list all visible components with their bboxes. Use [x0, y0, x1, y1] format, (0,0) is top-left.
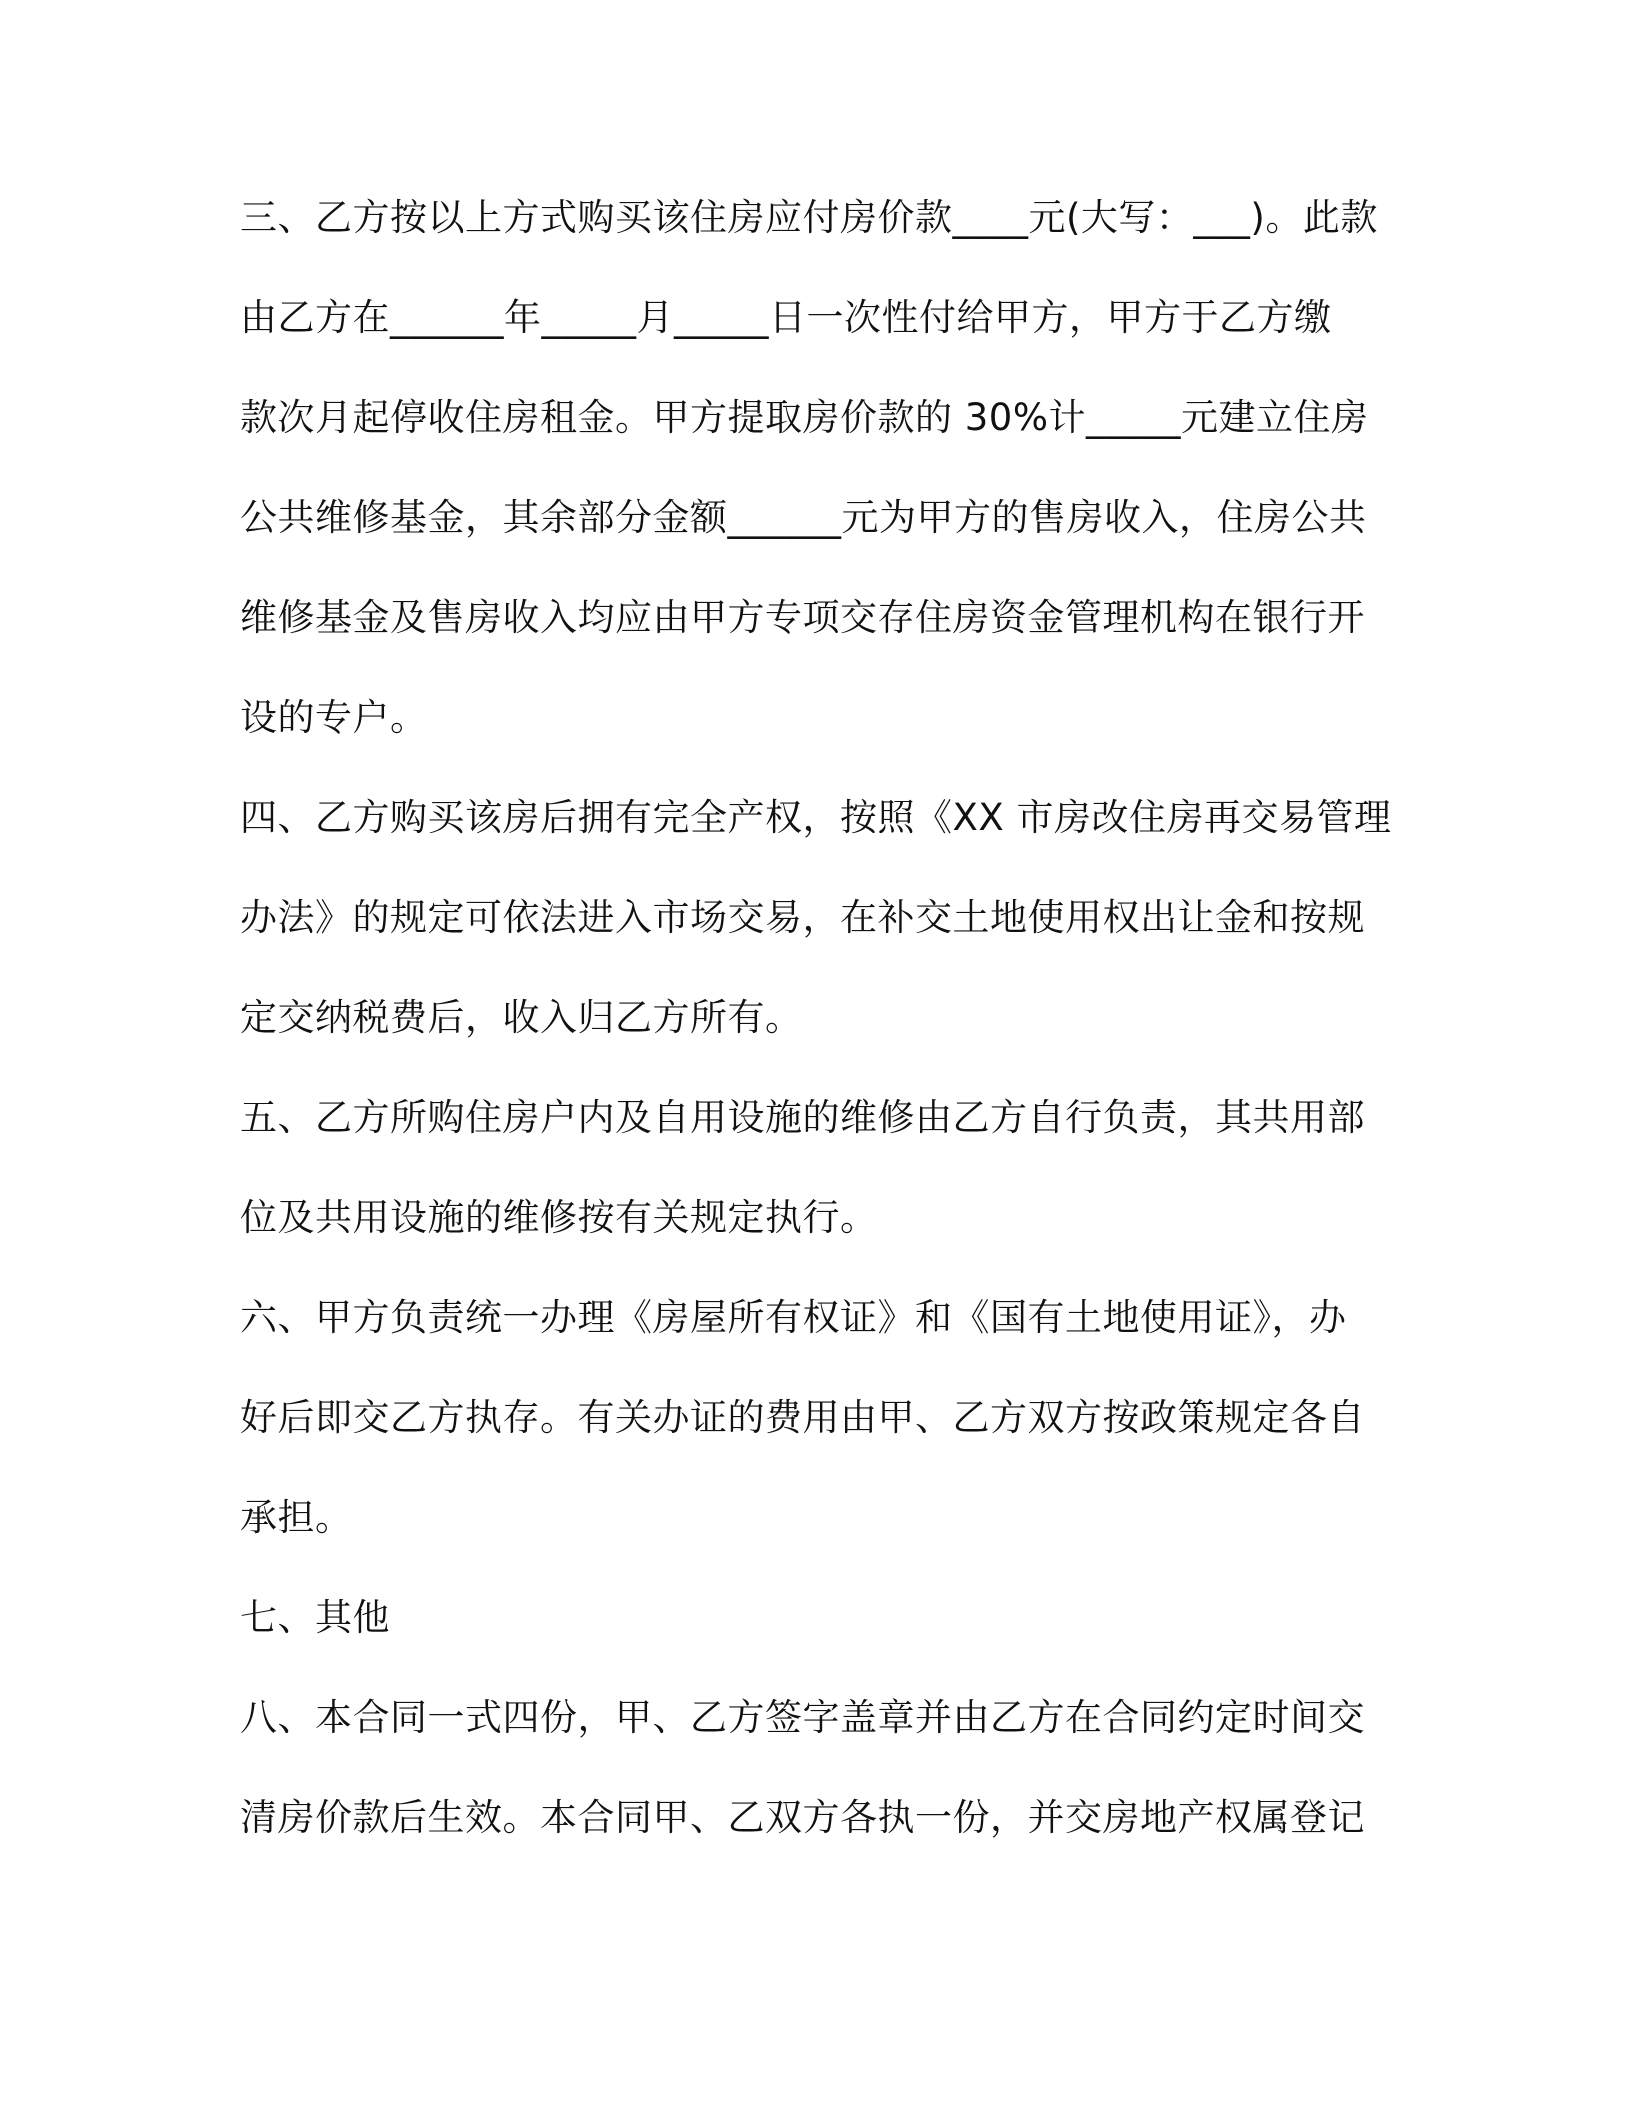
clause-4-line-2: 办法》的规定可依法进入市场交易，在补交土地使用权出让金和按规: [240, 896, 1365, 939]
clause-4-line-1: 四、乙方购买该房后拥有完全产权，按照《XX 市房改住房再交易管理: [240, 796, 1392, 839]
clause-3-line-5: 维修基金及售房收入均应由甲方专项交存住房资金管理机构在银行开: [240, 596, 1365, 639]
clause-7-line-1: 七、其他: [240, 1596, 390, 1639]
clause-6-line-3: 承担。: [240, 1496, 353, 1539]
clause-4-line-3: 定交纳税费后，收入归乙方所有。: [240, 996, 803, 1039]
clause-3-line-6: 设的专户。: [240, 696, 428, 739]
clause-8-line-1: 八、本合同一式四份，甲、乙方签字盖章并由乙方在合同约定时间交: [240, 1696, 1365, 1739]
clause-5-line-2: 位及共用设施的维修按有关规定执行。: [240, 1196, 878, 1239]
clause-8-line-2: 清房价款后生效。本合同甲、乙双方各执一份，并交房地产权属登记: [240, 1796, 1365, 1839]
clause-3-line-1: 三、乙方按以上方式购买该住房应付房价款____元(大写：___)。此款: [240, 196, 1378, 239]
clause-3-line-3: 款次月起停收住房租金。甲方提取房价款的 30%计_____元建立住房: [240, 396, 1369, 439]
clause-6-line-2: 好后即交乙方执存。有关办证的费用由甲、乙方双方按政策规定各自: [240, 1396, 1365, 1439]
clause-3-line-2: 由乙方在______年_____月_____日一次性付给甲方，甲方于乙方缴: [240, 296, 1332, 339]
clause-6-line-1: 六、甲方负责统一办理《房屋所有权证》和《国有土地使用证》，办: [240, 1296, 1347, 1339]
clause-5-line-1: 五、乙方所购住房户内及自用设施的维修由乙方自行负责，其共用部: [240, 1096, 1365, 1139]
clause-3-line-4: 公共维修基金，其余部分金额______元为甲方的售房收入，住房公共: [240, 496, 1367, 539]
